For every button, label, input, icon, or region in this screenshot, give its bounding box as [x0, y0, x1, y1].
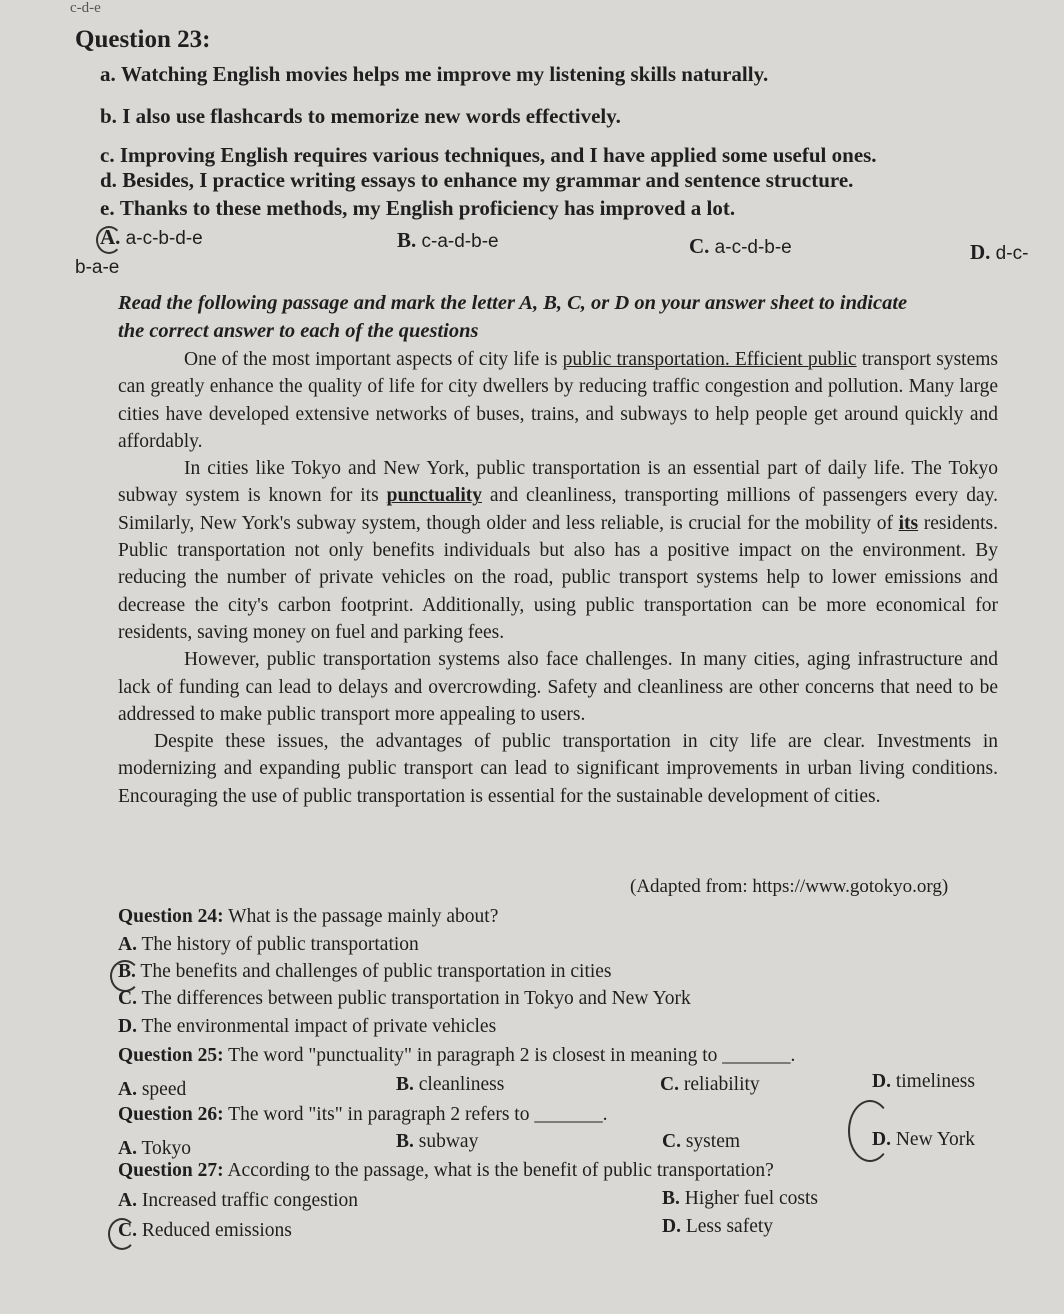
passage-paragraph-1: One of the most important aspects of city life is public transportation. Efficient public transport systems can greatly enhance the quality of life for city dwellers by reducing traffic congestion and pollution. Many large cities have developed extensive networks of buses, trains, and subways to help people get around quickly and affordably. [118, 349, 998, 452]
source-citation: (Adapted from: https://www.gotokyo.org) [630, 876, 949, 897]
answer-mark-circle [848, 1100, 892, 1162]
q27-option-c[interactable]: C. Reduced emissions [118, 1220, 292, 1241]
cut-off-text: c-d-e [70, 0, 101, 16]
q23-option-d-wrap: b-a-e [75, 257, 120, 278]
q27-stem: Question 27: According to the passage, what is the benefit of public transportation? [118, 1160, 774, 1181]
answer-mark-circle [108, 1218, 136, 1250]
q23-option-c[interactable]: C. a-c-d-b-e [689, 234, 792, 258]
q26-option-a[interactable]: A. Tokyo [118, 1138, 192, 1159]
q27-option-d[interactable]: D. Less safety [662, 1216, 774, 1237]
passage-paragraph-4: Despite these issues, the advantages of public transportation in city life are clear. Investments in modernizing and expanding public transport can lead to significant improvements in urban living conditions. Encouraging the use of public transportation is essential for the sustainable development of cities. [118, 731, 998, 807]
passage-paragraph-2: In cities like Tokyo and New York, public transportation is an essential part of daily life. The Tokyo subway system is known for its punctuality and cleanliness, transporting millions of passengers every day. Similarly, New York's subway system, though older and less reliable, is crucial for the mobility of its residents. Public transportation not only benefits individuals but also has a positive impact on the environment. By reducing the number of private vehicles on the road, public transport systems help to lower emissions and decrease the city's carbon footprint. Additionally, using public transportation can be more economical for residents, saving money on fuel and parking fees. [118, 458, 999, 643]
q23-option-d[interactable]: D. d-c- [970, 240, 1029, 264]
q23-statement-c: c. Improving English requires various techniques, and I have applied some useful ones. [100, 143, 877, 167]
instruction-line-1: Read the following passage and mark the letter A, B, C, or D on your answer sheet to indicate [118, 292, 908, 314]
answer-mark-circle [96, 226, 122, 254]
instruction-line-2: the correct answer to each of the questions [118, 320, 479, 342]
q26-option-d[interactable]: D. New York [872, 1129, 975, 1150]
q25-option-d[interactable]: D. timeliness [872, 1071, 975, 1092]
passage [118, 346, 998, 810]
q23-statement-d: d. Besides, I practice writing essays to enhance my grammar and sentence structure. [100, 168, 854, 192]
q25-stem: Question 25: The word "punctuality" in paragraph 2 is closest in meaning to _______. [118, 1045, 796, 1066]
passage-paragraph-3: However, public transportation systems also face challenges. In many cities, aging infrastructure and lack of funding can lead to delays and overcrowding. Safety and cleanliness are other concerns that need to be addressed to make public transport more appealing to users. [118, 649, 998, 725]
q23-statement-b: b. I also use flashcards to memorize new words effectively. [100, 104, 621, 128]
q24-option-d[interactable]: D. The environmental impact of private vehicles [118, 1016, 497, 1037]
q24-option-a[interactable]: A. The history of public transportation [118, 934, 419, 955]
q23-statement-e: e. Thanks to these methods, my English proficiency has improved a lot. [100, 196, 736, 220]
q25-option-a[interactable]: A. speed [118, 1079, 187, 1100]
q27-option-a[interactable]: A. Increased traffic congestion [118, 1190, 359, 1211]
q23-option-a[interactable]: A. a-c-b-d-e [100, 225, 203, 249]
q27-option-b[interactable]: B. Higher fuel costs [662, 1188, 818, 1209]
q23-statement-a: a. Watching English movies helps me improve my listening skills naturally. [100, 62, 769, 86]
q23-title: Question 23: [75, 26, 211, 53]
q25-option-b[interactable]: B. cleanliness [396, 1074, 505, 1095]
q23-option-b[interactable]: B. c-a-d-b-e [397, 228, 499, 252]
q24-option-b[interactable]: B. The benefits and challenges of public transportation in cities [118, 961, 612, 982]
q25-option-c[interactable]: C. reliability [660, 1074, 760, 1095]
q26-option-c[interactable]: C. system [662, 1131, 741, 1152]
q26-option-b[interactable]: B. subway [396, 1131, 479, 1152]
q24-stem: Question 24: What is the passage mainly about? [118, 906, 499, 927]
q26-stem: Question 26: The word "its" in paragraph 2 refers to _______. [118, 1104, 608, 1125]
q24-option-c[interactable]: C. The differences between public transportation in Tokyo and New York [118, 988, 691, 1009]
